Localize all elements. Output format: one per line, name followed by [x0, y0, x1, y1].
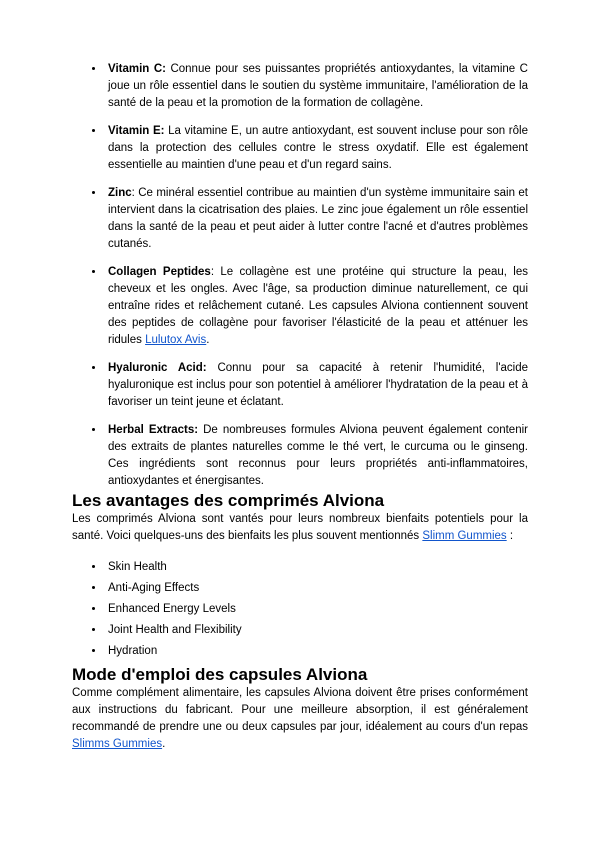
benefit-item-energy: • Enhanced Energy Levels — [105, 601, 528, 617]
ingredient-label: Vitamin C: — [108, 63, 166, 75]
ingredient-item-zinc — [105, 185, 528, 253]
slimms-gummies-link[interactable]: Slimms Gummies — [72, 738, 163, 750]
ingredient-label: Herbal Extracts: — [108, 424, 199, 436]
ingredient-label: Vitamin E: — [108, 125, 165, 137]
benefits-intro-text: Les comprimés Alviona sont vantés pour leurs nombreux bienfaits potentiels pour la santé. Voici quelques-uns des bienfaits les plus souvent mentionnés — [72, 513, 528, 542]
ingredient-item-herbal-extracts — [105, 422, 528, 490]
ingredient-text: De nombreuses formules Alviona peuvent également contenir des extraits de plantes naturelles comme le thé vert, le curcuma ou le ginseng. Ces ingrédients sont reconnus pour leurs propriétés anti-inflammatoires, antioxydantes et énergisantes. — [108, 424, 528, 487]
ingredient-label: Collagen Peptides — [108, 266, 211, 278]
benefit-item-joint-health: • Joint Health and Flexibility — [105, 622, 528, 638]
ingredient-item-collagen-peptides — [105, 264, 528, 349]
ingredient-text: : Le collagène est une protéine qui structure la peau, les cheveux et les ongles. Avec l'âge, sa production diminue naturellement, ce qui entraîne rides et relâchement cutané. Les capsules Alviona contiennent souvent des peptides de collagène pour favoriser l'élasticité de la peau et atténuer les ridules — [108, 266, 528, 346]
benefit-item-skin-health: • Skin Health — [105, 559, 528, 575]
ingredient-text: : Ce minéral essentiel contribue au maintien d'un système immunitaire sain et intervient dans la cicatrisation des plaies. Le zinc joue également un rôle essentiel dans la santé de la peau et peut aider à lutter contre l'acné et d'autres problèmes cutanés. — [108, 187, 528, 250]
lulutox-avis-link[interactable]: Lulutox Avis — [145, 334, 207, 346]
ingredient-label: Hyaluronic Acid: — [108, 362, 207, 374]
benefits-list — [72, 559, 528, 659]
ingredient-item-vitamin-c — [105, 61, 528, 112]
ingredients-list — [72, 61, 528, 490]
usage-paragraph — [72, 685, 528, 753]
ingredient-text: Connue pour ses puissantes propriétés antioxydantes, la vitamine C joue un rôle essentiel dans le soutien du système immunitaire, l'amélioration de la santé de la peau et la promotion de la formation de collagène. — [108, 63, 528, 109]
ingredient-item-vitamin-e — [105, 123, 528, 174]
ingredient-text-suffix: . — [206, 334, 210, 346]
usage-heading: Mode d'emploi des capsules Alviona — [72, 665, 368, 684]
benefits-heading: Les avantages des comprimés Alviona — [72, 491, 385, 510]
ingredient-item-hyaluronic-acid — [105, 360, 528, 411]
slimm-gummies-link[interactable]: Slimm Gummies — [422, 530, 507, 542]
benefit-item-hydration: • Hydration — [105, 643, 528, 659]
benefits-intro-paragraph — [72, 511, 528, 545]
benefits-intro-suffix: : — [506, 530, 514, 542]
benefit-item-anti-aging: • Anti-Aging Effects — [105, 580, 528, 596]
ingredient-label: Zinc — [108, 187, 132, 199]
usage-text-suffix: . — [162, 738, 166, 750]
ingredient-text: La vitamine E, un autre antioxydant, est souvent incluse pour son rôle dans la protection des cellules contre le stress oxydatif. Elle est également essentielle au maintien d'une peau et d'un regard sains. — [108, 125, 528, 171]
ingredient-text: Connu pour sa capacité à retenir l'humidité, l'acide hyaluronique est inclus pour son potentiel à améliorer l'hydratation de la peau et à favoriser un teint jeune et éclatant. — [108, 362, 529, 408]
usage-text: Comme complément alimentaire, les capsules Alviona doivent être prises conformément aux instructions du fabricant. Pour une meilleure absorption, il est généralement recommandé de prendre une ou deux capsules par jour, idéalement au cours d'un repas — [72, 687, 528, 733]
